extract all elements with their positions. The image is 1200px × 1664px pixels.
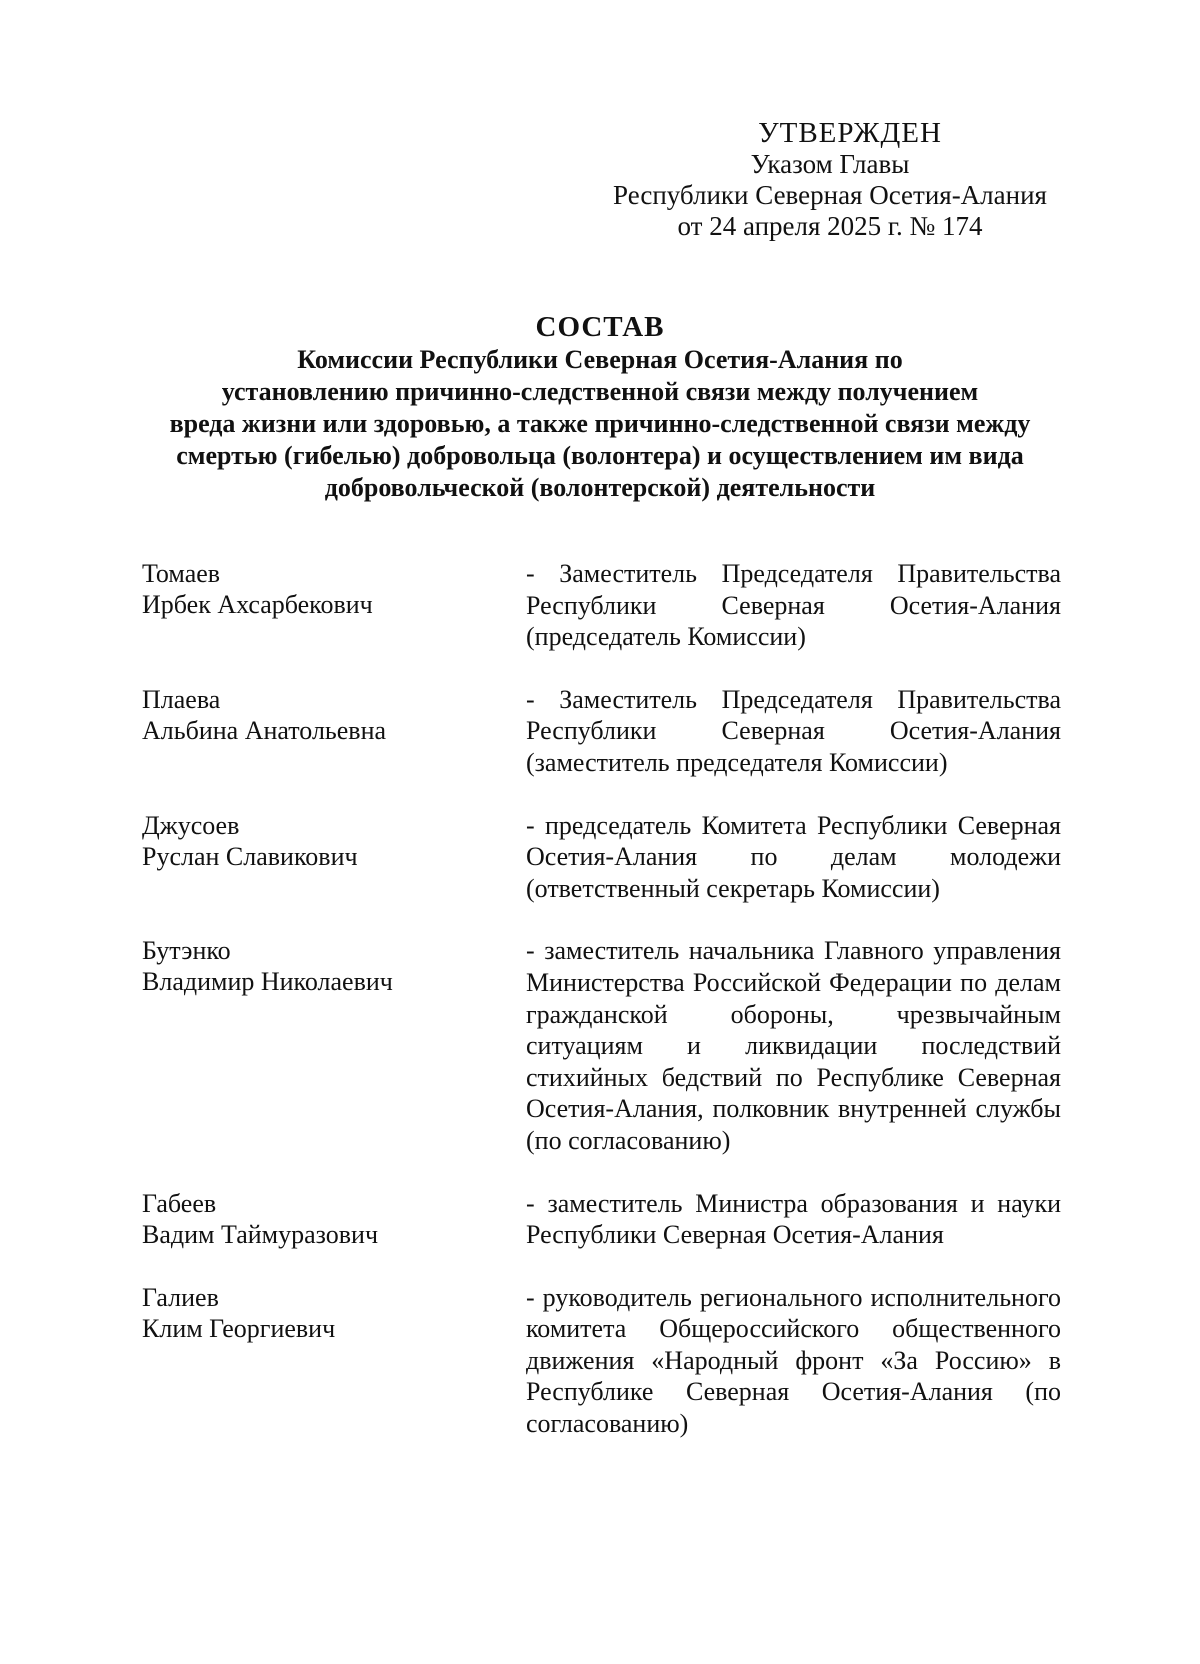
member-name [142,684,526,779]
approval-line-date: от 24 апреля 2025 г. № 174 [677,211,983,241]
member-name [142,1188,526,1251]
heading-line: добровольческой (волонтерской) деятельности [324,473,876,502]
member-given-name: Руслан Славикович [142,841,358,871]
heading-line: установлению причинно-следственной связи между получением [221,377,979,406]
member-given-name: Клим Георгиевич [142,1313,336,1343]
member-surname: Галиев [142,1282,219,1312]
member-role: - председатель Комитета Республики Северная Осетия-Алания по делам молодежи (ответственный секретарь Комиссии) [526,810,1061,903]
member-name [142,1282,526,1440]
document-title: СОСТАВ [535,311,665,343]
member-row [142,810,1062,905]
member-given-name: Ирбек Ахсарбекович [142,590,373,619]
heading-line: вреда жизни или здоровью, а также причинно-следственной связи между [169,409,1031,438]
member-surname: Плаева [142,684,221,714]
heading-line: смертью (гибелью) добровольца (волонтера) и осуществлением им вида [176,441,1024,470]
member-surname: Бутэнко [142,936,231,966]
member-row [142,1282,1062,1440]
member-surname: Джусоев [142,810,240,840]
member-row [142,1188,1062,1251]
member-row [142,558,1062,653]
members-list [142,558,1062,1471]
member-row [142,684,1062,779]
approval-line-republic: Республики Северная Осетия-Алания [613,180,1047,210]
approval-stamp-block [600,118,1060,242]
member-role: - Заместитель Председателя Правительства Республики Северная Осетия-Алания (заместитель председателя Комиссии) [526,684,1061,777]
member-given-name: Альбина Анатольевна [142,715,387,745]
member-given-name: Владимир Николаевич [142,967,393,997]
member-name [142,558,526,653]
member-surname: Габеев [142,1188,217,1218]
member-given-name: Вадим Таймуразович [142,1219,379,1249]
heading-line: Комиссии Республики Северная Осетия-Алания по [297,345,903,374]
approval-title: УТВЕРЖДЕН [758,117,942,149]
member-role: - руководитель регионального исполнительного комитета Общероссийского общественного движения «Народный фронт «За Россию» в Республике Северная Осетия-Алания (по согласованию) [526,1282,1061,1439]
member-surname: Томаев [142,559,221,588]
member-row [142,935,1062,1156]
member-role: - Заместитель Председателя Правительства Республики Северная Осетия-Алания (председатель Комиссии) [526,559,1061,652]
member-name [142,935,526,1156]
member-role: - заместитель начальника Главного управления Министерства Российской Федерации по делам гражданской обороны, чрезвычайным ситуациям и ликвидации последствий стихийных бедствий по Республике Северная Осетия-Алания, полковник внутренней службы (по согласованию) [526,936,1061,1155]
approval-line-decree: Указом Главы [750,149,910,179]
document-heading [130,310,1070,504]
member-name [142,810,526,905]
member-role: - заместитель Министра образования и науки Республики Северная Осетия-Алания [526,1188,1061,1250]
